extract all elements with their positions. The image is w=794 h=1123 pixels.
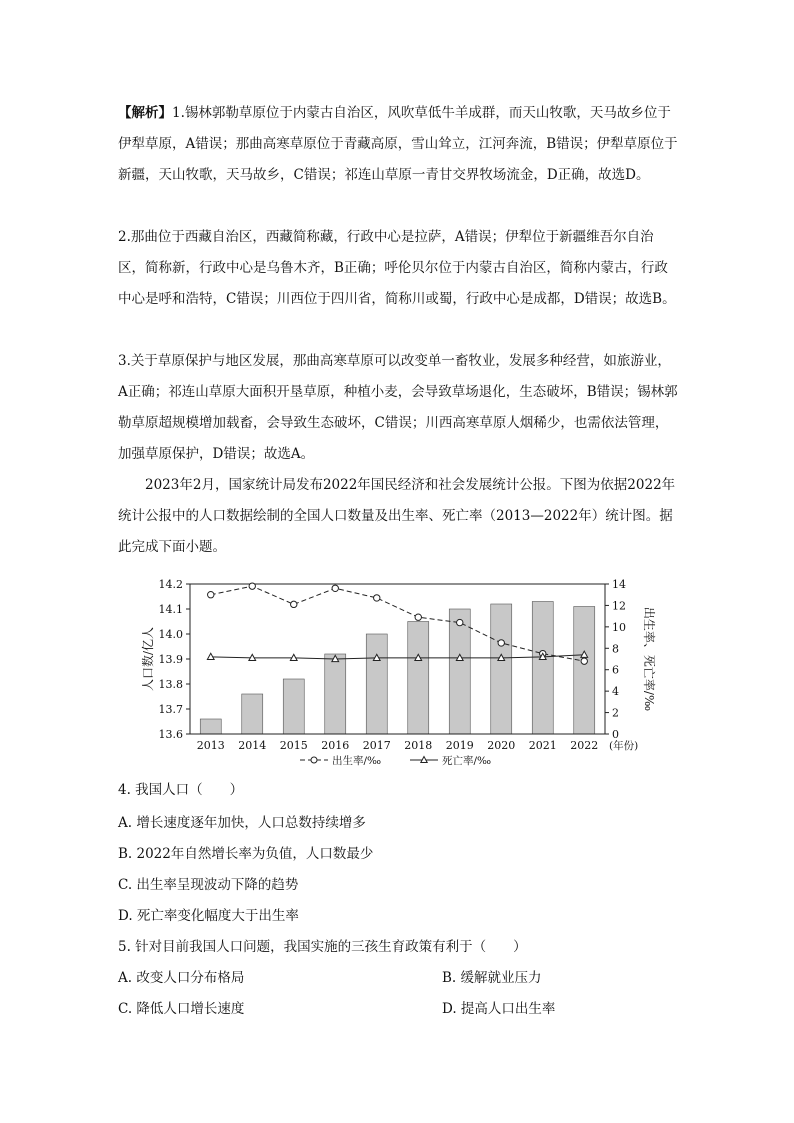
left-tick-label: 14.1 — [158, 603, 183, 616]
right-tick-label: 2 — [612, 706, 619, 720]
q5-option-b[interactable]: B. 缓解就业压力 — [442, 970, 542, 986]
x-tick-label-2015: 2015 — [279, 739, 308, 752]
birth-rate-point-2016 — [332, 585, 338, 591]
analysis-text-1: 1.锡林郭勒草原位于内蒙古自治区，风吹草低牛羊成群，而天山牧歌，天马故乡位于伊犁草原，A错误；那曲高寒草原位于青藏高原，雪山耸立，江河奔流，B错误；伊犁草原位于新疆，天山牧歌，天马故乡，C错误；祁连山草原一青甘交界牧场流金，D正确，故选D。 — [118, 105, 678, 183]
x-tick-label-2022: 2022 — [570, 739, 599, 752]
birth-rate-point-2022 — [581, 658, 587, 664]
y-axis-title-right: 出生率、死亡率/‰ — [642, 606, 656, 712]
intro-paragraph: 2023年2月，国家统计局发布2022年国民经济和社会发展统计公报。下图为依据2022年统计公报中的人口数据绘制的全国人口数量及出生率、死亡率（2013—2022年）统计图。据此完成下面小题。 — [118, 477, 676, 555]
right-tick-label: 10 — [612, 620, 626, 634]
q5-option-d[interactable]: D. 提高人口出生率 — [442, 1001, 556, 1017]
left-tick-label: 13.7 — [158, 703, 183, 716]
x-axis-unit: (年份) — [609, 740, 639, 752]
right-tick-label: 14 — [612, 578, 626, 591]
analysis-paragraph-2: 2.那曲位于西藏自治区，西藏简称藏，行政中心是拉萨，A错误；伊犁位于新疆维吾尔自治区，简称新，行政中心是乌鲁木齐，B正确；呼伦贝尔位于内蒙古自治区，简称内蒙古，行政中心是呼和浩特，C错误；川西位于四川省，简称川或蜀，行政中心是成都，D错误；故选B。 — [118, 229, 676, 307]
birth-rate-point-2018 — [415, 614, 421, 620]
legend-birth-label: 出生率/‰ — [332, 755, 382, 767]
x-tick-label-2021: 2021 — [528, 739, 557, 752]
population-bar-2014 — [242, 694, 263, 734]
right-tick-label: 6 — [612, 663, 619, 677]
birth-rate-point-2019 — [457, 619, 463, 625]
q4-option-c[interactable]: C. 出生率呈现波动下降的趋势 — [118, 877, 299, 893]
analysis-label: 【解析】 — [118, 105, 172, 121]
q4-option-d[interactable]: D. 死亡率变化幅度大于出生率 — [118, 908, 299, 924]
x-tick-label-2018: 2018 — [404, 739, 433, 752]
q5-option-a[interactable]: A. 改变人口分布格局 — [118, 970, 245, 986]
birth-rate-point-2017 — [374, 595, 380, 601]
left-tick-label: 13.6 — [158, 728, 183, 741]
death-rate-line — [211, 655, 585, 659]
population-bar-2015 — [283, 679, 304, 734]
population-bar-2017 — [366, 634, 387, 734]
legend-birth-marker — [311, 757, 317, 763]
birth-rate-point-2015 — [291, 601, 297, 607]
population-bar-2018 — [408, 622, 429, 735]
q4-option-b[interactable]: B. 2022年自然增长率为负值，人口数最少 — [118, 846, 374, 862]
birth-rate-point-2014 — [249, 583, 255, 589]
analysis-paragraph-3: 3.关于草原保护与地区发展，那曲高寒草原可以改变单一畜牧业，发展多种经营，如旅游业，A正确；祁连山草原大面积开垦草原，种植小麦，会导致草场退化，生态破坏，B错误；锡林郭勒草原超规模增加载畜，会导致生态破坏，C错误；川西高寒草原人烟稀少，也需依法管理，加强草原保护，D错误；故选A。 — [118, 353, 678, 462]
right-tick-label: 8 — [612, 642, 619, 656]
population-bar-2020 — [491, 604, 512, 734]
birth-rate-line — [211, 586, 585, 661]
x-tick-label-2013: 2013 — [196, 739, 225, 752]
population-chart — [130, 572, 690, 768]
x-tick-label-2014: 2014 — [238, 739, 267, 752]
question-5-stem: 5. 针对目前我国人口问题，我国实施的三孩生育政策有利于（ ） — [118, 939, 527, 955]
left-tick-label: 14.2 — [158, 578, 183, 591]
population-bar-2013 — [200, 719, 221, 734]
population-bar-2022 — [574, 607, 595, 735]
q5-option-c[interactable]: C. 降低人口增长速度 — [118, 1001, 245, 1017]
right-tick-label: 12 — [612, 599, 626, 613]
population-bar-2021 — [532, 602, 553, 735]
left-tick-label: 13.9 — [158, 653, 183, 666]
right-tick-label: 0 — [612, 728, 619, 741]
y-axis-title-left: 人口数/亿人 — [141, 626, 155, 692]
population-bar-2019 — [449, 609, 470, 734]
death-rate-point-2013 — [207, 653, 214, 659]
left-tick-label: 13.8 — [158, 678, 183, 691]
q4-option-a[interactable]: A. 增长速度逐年加快，人口总数持续增多 — [118, 815, 366, 831]
x-tick-label-2019: 2019 — [445, 739, 474, 752]
left-tick-label: 14.0 — [158, 628, 183, 641]
population-bar-2016 — [325, 654, 346, 734]
legend-death-label: 死亡率/‰ — [442, 755, 492, 767]
x-tick-label-2016: 2016 — [321, 739, 350, 752]
analysis-paragraph-1 — [118, 98, 678, 191]
question-4-stem: 4. 我国人口（ ） — [118, 782, 244, 798]
birth-rate-point-2020 — [498, 640, 504, 646]
birth-rate-point-2013 — [208, 592, 214, 598]
x-tick-label-2017: 2017 — [362, 739, 391, 752]
right-tick-label: 4 — [612, 685, 619, 699]
x-tick-label-2020: 2020 — [487, 739, 516, 752]
